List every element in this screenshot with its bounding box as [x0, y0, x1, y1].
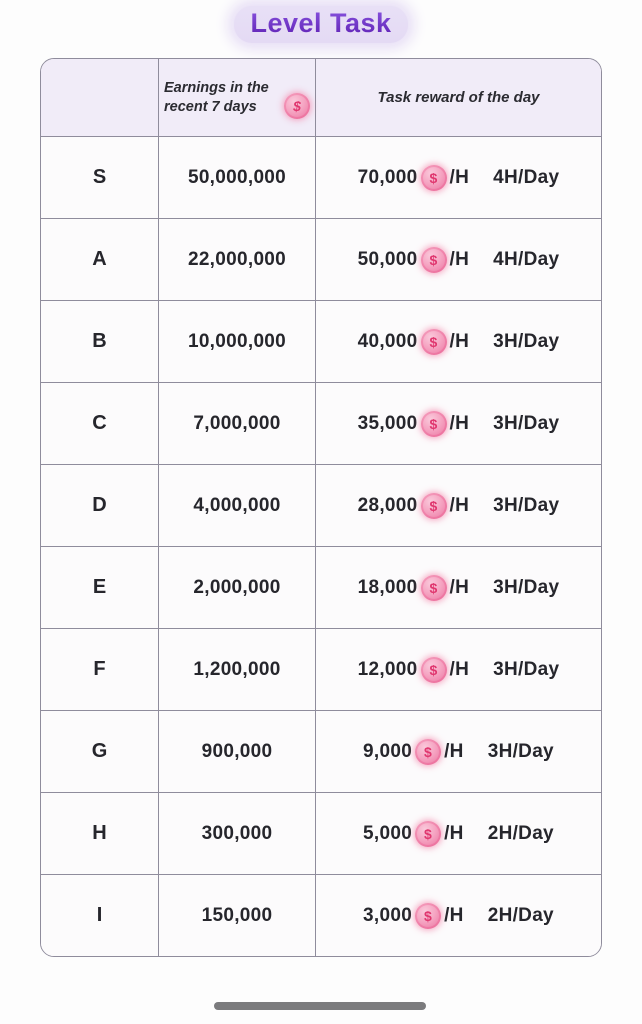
daily-hours: 3H/Day: [493, 412, 560, 434]
earnings-value: 7,000,000: [193, 412, 281, 434]
level-cell: [41, 465, 159, 546]
earnings-cell: [159, 219, 316, 300]
reward-rate-unit: /H: [449, 494, 470, 516]
table-row: [41, 136, 601, 218]
earnings-value: 150,000: [201, 904, 273, 926]
coin-icon: [421, 165, 447, 191]
earnings-value: 300,000: [201, 822, 273, 844]
earnings-cell: [159, 137, 316, 218]
coin-icon: [421, 329, 447, 355]
level-cell: [41, 793, 159, 874]
coin-icon: [421, 493, 447, 519]
coin-glyph: $: [429, 579, 438, 596]
earnings-cell: [159, 875, 316, 956]
coin-glyph: $: [429, 169, 438, 186]
level-label: E: [92, 576, 107, 598]
reward-cell: [316, 301, 601, 382]
reward-rate-value: 3,000: [363, 904, 413, 926]
level-cell: [41, 629, 159, 710]
level-label: B: [92, 330, 107, 352]
earnings-value: 4,000,000: [193, 494, 281, 516]
earnings-cell: [159, 793, 316, 874]
reward-rate-unit: /H: [444, 740, 464, 762]
daily-hours: 4H/Day: [493, 166, 560, 188]
earnings-cell: [159, 711, 316, 792]
coin-icon: [284, 93, 310, 119]
earnings-cell: [159, 629, 316, 710]
level-cell: [41, 137, 159, 218]
level-label: G: [91, 740, 108, 762]
reward-cell: [316, 711, 601, 792]
reward-rate-value: 28,000: [357, 494, 418, 516]
daily-hours: 3H/Day: [487, 740, 554, 762]
coin-glyph: $: [293, 97, 301, 114]
table-row: [41, 546, 601, 628]
reward-rate: [358, 493, 470, 519]
page-title-text: Level Task: [250, 8, 392, 38]
reward-cell: [316, 875, 601, 956]
daily-hours: 4H/Day: [493, 248, 560, 270]
reward-rate-unit: /H: [444, 904, 464, 926]
reward-cell: [316, 629, 601, 710]
reward-rate-value: 70,000: [357, 166, 418, 188]
table-row: [41, 628, 601, 710]
reward-rate-value: 50,000: [357, 248, 418, 270]
reward-rate-value: 18,000: [357, 576, 418, 598]
coin-icon: [421, 575, 447, 601]
reward-cell: [316, 793, 601, 874]
earnings-cell: [159, 383, 316, 464]
daily-hours: 3H/Day: [493, 576, 560, 598]
level-label: H: [92, 822, 107, 844]
reward-rate: [358, 329, 470, 355]
coin-icon: [421, 247, 447, 273]
reward-cell: [316, 219, 601, 300]
table-row: [41, 300, 601, 382]
reward-cell: [316, 465, 601, 546]
table-body: [41, 136, 601, 956]
coin-glyph: $: [429, 251, 438, 268]
table-row: [41, 710, 601, 792]
earnings-value: 900,000: [201, 740, 273, 762]
header-reward-label: Task reward of the day: [377, 89, 540, 106]
level-label: S: [92, 166, 107, 188]
reward-rate: [358, 247, 470, 273]
reward-rate: [363, 903, 464, 929]
earnings-value: 10,000,000: [187, 330, 287, 352]
header-earnings-label: Earnings in the recent 7 days: [164, 80, 269, 115]
earnings-value: 50,000,000: [187, 166, 287, 188]
coin-icon: [415, 821, 441, 847]
reward-rate-unit: /H: [449, 166, 470, 188]
earnings-cell: [159, 301, 316, 382]
page-header: [0, 6, 642, 43]
coin-icon: [421, 657, 447, 683]
level-cell: [41, 301, 159, 382]
reward-rate-value: 35,000: [357, 412, 418, 434]
reward-rate-unit: /H: [449, 412, 470, 434]
page-title: [234, 6, 407, 43]
level-label: D: [92, 494, 107, 516]
reward-rate-unit: /H: [444, 822, 464, 844]
coin-icon: [421, 411, 447, 437]
coin-glyph: $: [429, 415, 438, 432]
earnings-cell: [159, 547, 316, 628]
coin-glyph: $: [429, 333, 438, 350]
earnings-value: 22,000,000: [187, 248, 287, 270]
coin-glyph: $: [429, 497, 438, 514]
home-indicator-bar[interactable]: [214, 1002, 426, 1010]
header-level-cell: [41, 59, 159, 136]
reward-rate-value: 5,000: [363, 822, 413, 844]
daily-hours: 3H/Day: [493, 658, 560, 680]
reward-rate: [358, 165, 470, 191]
level-label: C: [92, 412, 107, 434]
level-cell: [41, 383, 159, 464]
daily-hours: 3H/Day: [493, 494, 560, 516]
level-task-table: [40, 58, 602, 957]
coin-icon: [415, 739, 441, 765]
coin-glyph: $: [424, 907, 433, 924]
level-cell: [41, 711, 159, 792]
reward-cell: [316, 137, 601, 218]
reward-rate: [358, 657, 470, 683]
coin-glyph: $: [424, 825, 433, 842]
header-reward-cell: [316, 59, 601, 136]
daily-hours: 3H/Day: [493, 330, 560, 352]
coin-glyph: $: [424, 743, 433, 760]
daily-hours: 2H/Day: [487, 822, 554, 844]
level-label: F: [93, 658, 106, 680]
level-cell: [41, 875, 159, 956]
earnings-value: 1,200,000: [193, 658, 281, 680]
daily-hours: 2H/Day: [487, 904, 554, 926]
reward-rate: [363, 821, 464, 847]
level-label: I: [96, 904, 103, 926]
table-row: [41, 218, 601, 300]
table-row: [41, 874, 601, 956]
earnings-cell: [159, 465, 316, 546]
table-header-row: [41, 59, 601, 136]
table-row: [41, 792, 601, 874]
level-cell: [41, 547, 159, 628]
reward-rate: [358, 411, 470, 437]
reward-rate-unit: /H: [449, 576, 470, 598]
reward-rate: [363, 739, 464, 765]
reward-rate-value: 12,000: [357, 658, 418, 680]
level-label: A: [92, 248, 107, 270]
coin-glyph: $: [429, 661, 438, 678]
reward-cell: [316, 547, 601, 628]
reward-rate-unit: /H: [449, 658, 470, 680]
reward-rate-value: 40,000: [357, 330, 418, 352]
level-cell: [41, 219, 159, 300]
header-earnings-cell: [159, 59, 316, 136]
table-row: [41, 382, 601, 464]
reward-rate-unit: /H: [449, 330, 470, 352]
table-row: [41, 464, 601, 546]
reward-cell: [316, 383, 601, 464]
reward-rate-value: 9,000: [363, 740, 413, 762]
coin-icon: [415, 903, 441, 929]
reward-rate: [358, 575, 470, 601]
earnings-value: 2,000,000: [193, 576, 281, 598]
reward-rate-unit: /H: [449, 248, 470, 270]
